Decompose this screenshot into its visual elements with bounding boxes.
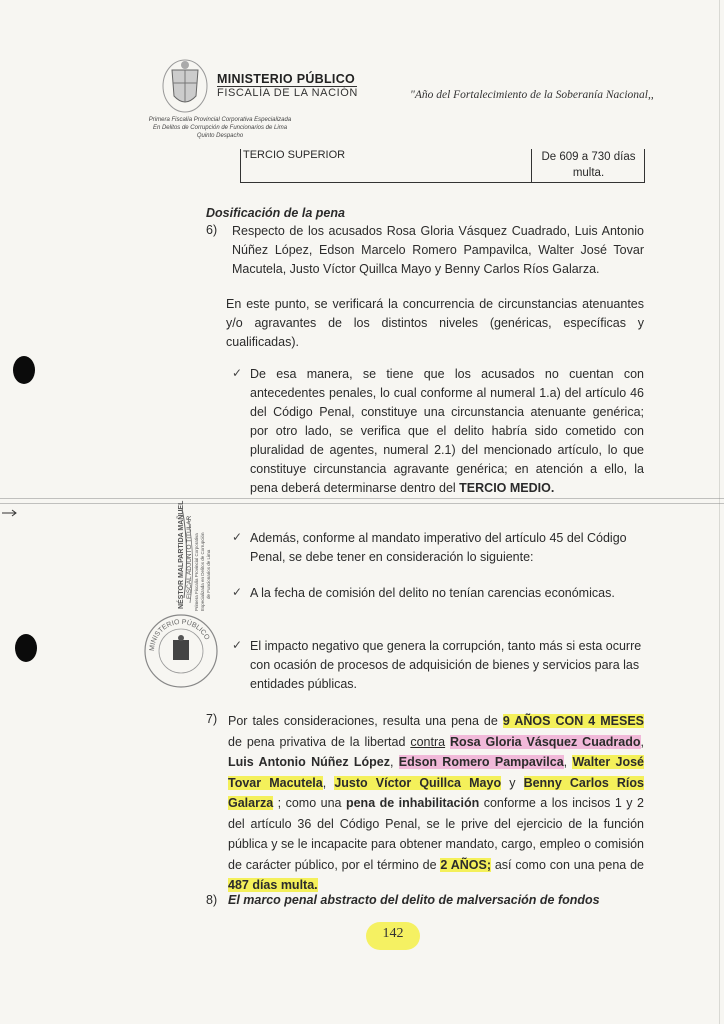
stamp-line: FISCAL ADJUNTO TITULAR — [186, 515, 193, 599]
check-icon: ✓ — [232, 638, 243, 652]
penalty-table-row — [240, 149, 645, 183]
table-divider — [531, 149, 532, 182]
text: conforme a los incisos 1 y 2 del artículo 36 del Código Penal, se le prive del ejercicio de la función pública y se le incapacite para obtener mandato, cargo, empleo o comisión de carácter público, por el término de — [228, 796, 644, 872]
year-motto: "Año del Fortalecimiento de la Soberanía Nacional,, — [410, 89, 654, 101]
text: , — [390, 755, 399, 769]
stamp-line: Primera Fiscalía Provincial Corporativa — [194, 533, 199, 611]
paragraph-8-heading: El marco penal abstracto del delito de malversación de fondos — [228, 893, 600, 907]
defendant-name: Rosa Gloria Vásquez Cuadrado — [450, 734, 641, 749]
official-seal-icon — [142, 612, 220, 690]
text: Por tales consideraciones, resulta una pena de — [228, 714, 503, 728]
stamp-line: de Funcionarios de Lima — [206, 549, 211, 599]
defendant-name: Edson Romero Pampavilca — [398, 755, 564, 769]
office-line: Quinto Despacho — [196, 133, 244, 139]
stamp-line: Especializada en Delitos de Corrupción — [200, 532, 205, 611]
defendant-name: Luis Antonio Núñez López — [228, 755, 390, 769]
paragraph-number: 8) — [206, 893, 218, 907]
check-icon: ✓ — [232, 585, 243, 599]
punch-hole — [13, 356, 35, 384]
stamp-line: NÉSTOR MALPARTIDA MAÑUEL — [178, 500, 185, 609]
office-line: Primera Fiscalía Provincial Corporativa Especializada — [148, 117, 292, 123]
defendant-name: Benny Carlos Ríos Galarza — [228, 775, 644, 810]
highlight-inhabilitation: 2 AÑOS; — [440, 857, 491, 872]
text: de pena privativa de la libertad — [228, 734, 411, 749]
inhabilitation-term: pena de inhabilitación — [345, 796, 480, 810]
defendant-name: Justo Víctor Quillca Mayo — [334, 775, 502, 790]
table-cell-fine — [536, 149, 641, 181]
paragraph-number: 6) — [206, 223, 218, 237]
coat-of-arms-icon — [160, 56, 210, 114]
bullet-text: De esa manera, se tiene que los acusados no cuentan con antecedentes penales, lo cual conforme al numeral 1.a) del artículo 46 del Código Penal, constituye una circunstancia atenuante genérica; por otro lado, se verifica que el delito habría sido cometido con pluralidad de agentes, numeral 2.1) del mencionado artículo, lo que constituye circunstancia agravante genérica; en atención a ello, la pena deberá determinarse dentro del — [250, 367, 644, 495]
text: y — [501, 775, 524, 790]
text: ; como una — [273, 796, 346, 810]
punch-hole — [15, 634, 37, 662]
scan-line — [0, 503, 724, 504]
text: así como con una pena de — [491, 857, 644, 872]
page-number: 142 — [382, 926, 404, 941]
arrow-mark-icon — [2, 510, 18, 516]
check-icon: ✓ — [232, 530, 243, 544]
text-underlined: contra — [410, 734, 446, 749]
table-cell-tier: TERCIO SUPERIOR — [243, 149, 346, 161]
check-icon: ✓ — [232, 366, 243, 380]
table-cell-fine-line: De 609 a 730 días — [541, 151, 636, 163]
paragraph-6: Respecto de los acusados Rosa Gloria Vásquez Cuadrado, Luis Antonio Núñez López, Edson Marcelo Romero Pampavilca, Walter José Tovar Macutela, Justo Víctor Quillca Mayo y Benny Carlos Ríos Galarza. — [232, 224, 644, 276]
scan-line — [0, 498, 724, 499]
office-line: En Delitos de Corrupción de Funcionarios de Lima — [152, 125, 288, 131]
highlight-fine: 487 días multa. — [228, 878, 318, 892]
prosecutor-stamp — [180, 488, 220, 610]
bullet-aggravating — [250, 365, 644, 498]
bullet-economic: A la fecha de comisión del delito no tenían carencias económicas. — [250, 586, 615, 600]
office-name — [100, 116, 340, 140]
bullet-corruption-impact: El impacto negativo que genera la corrupción, tanto más si esta ocurre con ocasión de procesos de adquisición de bienes y servicios para las entidades públicas. — [250, 639, 642, 691]
text: , — [563, 755, 573, 769]
defendant-name: Walter José Tovar Macutela — [228, 755, 644, 790]
org-subtitle: FISCALÍA DE LA NACIÓN — [217, 87, 358, 99]
table-cell-fine-line: multa. — [572, 167, 605, 179]
tercio-medio: TERCIO MEDIO. — [459, 481, 555, 495]
bullet-art45: Además, conforme al mandato imperativo del artículo 45 del Código Penal, se debe tener en consideración lo siguiente: — [250, 531, 627, 564]
text: , — [322, 775, 335, 790]
seal-text: MINISTERIO PÚBLICO — [148, 618, 211, 652]
highlight-sentence: 9 AÑOS CON 4 MESES — [502, 714, 644, 728]
page-edge — [719, 0, 720, 1024]
org-name: MINISTERIO PÚBLICO — [217, 72, 356, 86]
paragraph-6-detail: En este punto, se verificará la concurrencia de circunstancias atenuantes y/o agravantes de los distintos niveles (genéricas, específicas y cualificadas). — [226, 297, 644, 349]
paragraph-7 — [228, 711, 644, 896]
section-heading: Dosificación de la pena — [206, 206, 345, 220]
paragraph-number: 7) — [206, 712, 218, 726]
text: , — [640, 734, 644, 749]
